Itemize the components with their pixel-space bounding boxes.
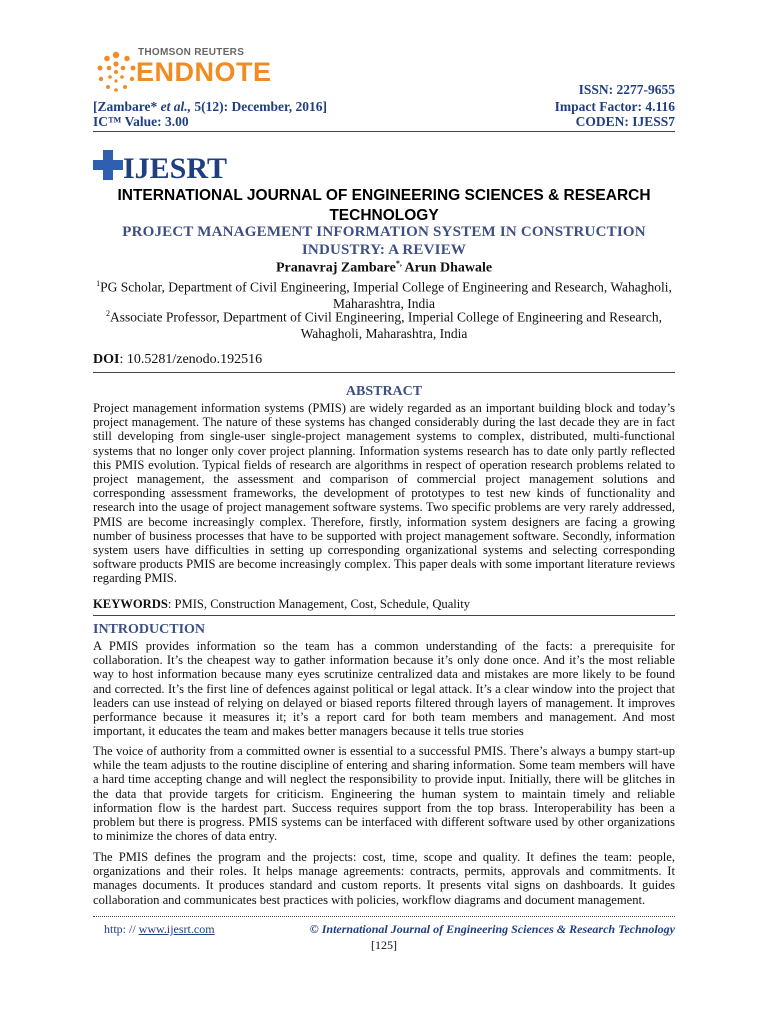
header-rule [93,131,675,132]
authors [93,259,675,277]
keywords-rule [93,615,675,616]
affiliation-1-text: PG Scholar, Department of Civil Engineering, Imperial College of Engineering and Research, Wahagholi, Maharashtra, India [100,279,672,311]
footer-copyright: © International Journal of Engineering Sciences & Research Technology [309,922,675,936]
journal-brand [93,148,293,188]
page-number: [125] [371,938,397,952]
citation-suffix: 5(12): December, 2016] [191,99,327,114]
author-1: Pranavraj Zambare [275,260,396,276]
endnote-logo [94,44,274,100]
footer-url-prefix: http: // [104,922,139,936]
affiliation-2-text: Associate Professor, Department of Civil Engineering, Imperial College of Engineering and Research, Wahagholi, Maharashtra, India [109,309,663,341]
abstract-text: Project management information systems (PMIS) are widely regarded as an important building block and today’s project management. The nature of these systems has changed considerably during the last decade they are in fact still developing from single-user single-project management systems to complex, distributed, multi-functional systems that no longer only cover project planning. Information systems research has to date only partly reflected this PMIS evolution. Typical fields of research are algorithms in respect of operation research problems related to project management, the assessment and comparison of commercial project management solutions and corresponding assessment frameworks, the development of prototypes to test new kinds of functionality and research into the usage of project management software systems. Two specific problems are very rarely addressed, PMIS are become increasingly complex. Therefore, firstly, information system designers are facing a growing number of business processes that have to be supported with project management software. Secondly, information system users have difficulties in setting up corresponding organizational systems and selecting corresponding software products PMIS are become increasingly complex. This paper deals with some important literature reviews regarding PMIS. [93,401,675,586]
keywords-label: KEYWORDS [93,597,168,611]
paper-title: PROJECT MANAGEMENT INFORMATION SYSTEM IN CONSTRUCTION INDUSTRY: A REVIEW [122,224,646,258]
footer-rule [93,916,675,917]
affiliation-2-sup: 2 [105,309,110,318]
citation-prefix: [Zambare* [93,99,161,114]
brand-name: IJESRT [123,152,227,185]
impact-factor: Impact Factor: 4.116 [554,99,675,114]
endnote-burst-icon [94,50,138,94]
journal-title: INTERNATIONAL JOURNAL OF ENGINEERING SCIENCES & RESEARCH TECHNOLOGY [117,187,651,224]
affiliation-1-sup: 1 [96,279,101,288]
introduction-paragraph-3: The PMIS defines the program and the projects: cost, time, scope and quality. It defines the team: people, organizations and their roles. It helps manage agreements: contracts, permits, approvals and commitments. It manages documents. It produces standard and custom reports. It presents vital signs on dashboards. It guides collaboration and communicates best practices with policies, workflow diagrams and document management. [93,850,675,907]
introduction-paragraph-1: A PMIS provides information so the team has a common understanding of the facts: a prerequisite for collaboration. It’s the cheapest way to gather information because it’s only done once. And it’s the most reliable way to host information because many eyes scrutinize centralized data and mistakes are more likely to be found and corrected. It’s the first line of defences against political or legal attack. It’s a clear window into the project that leaders can use instead of relying on delayed or biased reports filtered through layers of management. It improves performance because it measures it; it’s a report card for both team members and management. And most important, it educates the team and makes better managers because it tells true stories [93,639,675,739]
issn: ISSN: 2277-9655 [578,82,675,97]
ic-value: IC™ Value: 3.00 [93,114,189,129]
publisher-name: THOMSON REUTERS [138,47,245,58]
journal-website-link[interactable]: www.ijesrt.com [138,922,215,936]
doi-rule [93,372,675,373]
author-2: Arun Dhawale [401,260,493,276]
introduction-heading: INTRODUCTION [93,622,206,637]
doi-value: : 10.5281/zenodo.192516 [119,352,263,367]
keywords-text: : PMIS, Construction Management, Cost, Schedule, Quality [167,597,471,611]
doi-label: DOI [93,352,120,367]
citation [93,99,327,115]
affiliation-2 [93,306,675,342]
author-1-sup: *, [395,259,402,268]
coden: CODEN: IJESS7 [575,114,675,129]
citation-etal: et al., [160,99,191,114]
footer-url [104,922,215,937]
introduction-paragraph-2: The voice of authority from a committed owner is essential to a successful PMIS. There’s always a bumpy start-up while the team adjusts to the routine discipline of entering and sharing information. Some team members will have a hard time accepting change and will neglect the responsibility to provide input. Initially, there will be glitches in the data that provide targets for criticism. Engineering the human system to maintain timely and reliable information flow is the hardest part. Success requires support from the top brass. Interoperability has been a problem but there is progress. PMIS systems can be interfaced with different software used by other organizations to minimize the chores of data entry. [93,744,675,844]
keywords [93,597,470,612]
plus-logo-icon [93,150,123,180]
product-name: ENDNOTE [136,57,272,87]
abstract-heading: ABSTRACT [345,384,423,399]
doi [93,352,262,368]
